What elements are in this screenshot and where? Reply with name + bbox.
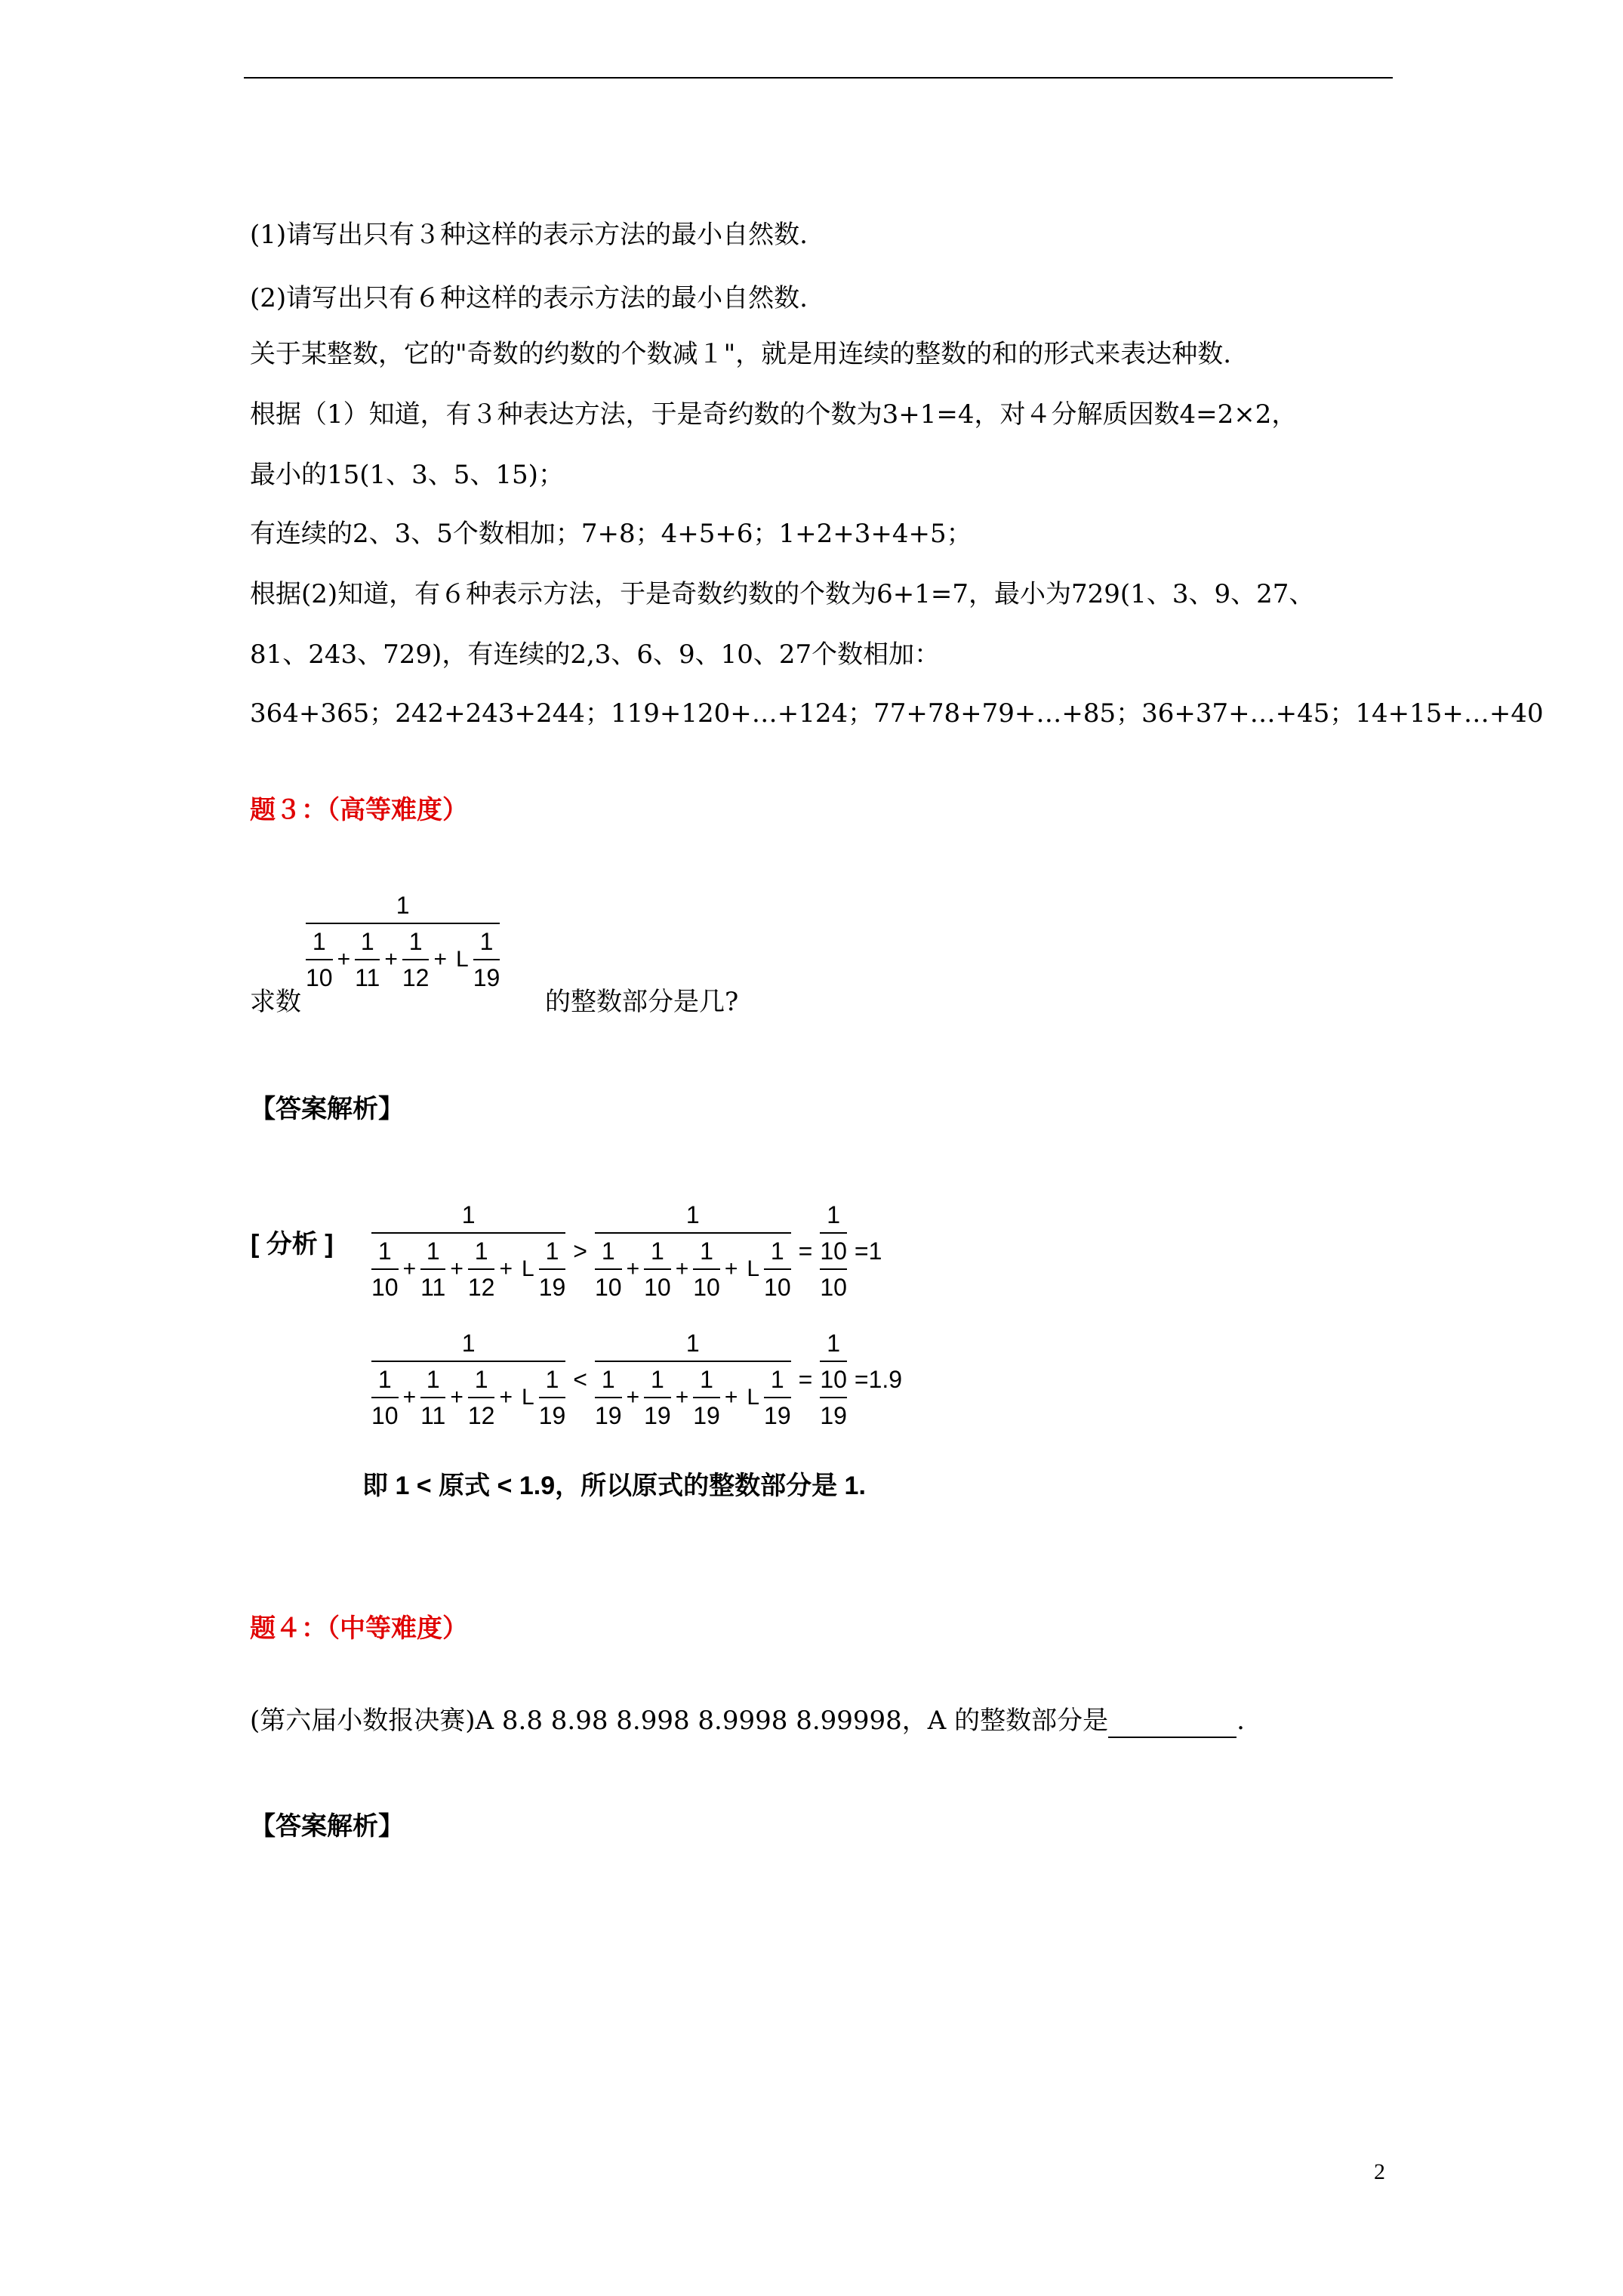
text-line: 有连续的2、3、5个数相加；7+8；4+5+6；1+2+3+4+5； — [250, 519, 972, 549]
answer-blank[interactable] — [1108, 1711, 1236, 1738]
text-line: 根据(2)知道，有６种表示方法，于是奇数约数的个数为6+1=7，最小为729(1、3、9、27、 — [250, 579, 1315, 609]
question-4-heading: 题４：（中等难度） — [250, 1613, 468, 1644]
text-line: 81、243、729)，有连续的2,3、6、9、10、27个数相加： — [250, 639, 941, 670]
analysis-row-1: 1 $\frac{1}{10}$ + $\frac{1}{11}$ + $\frac{1}{12}$ + L $\frac{1}{19}$ > 1 $\frac{1}{10}$ + $\frac{1}{10}$ + $\frac{1}{10}$ + L $\frac{1}{10}$ = 1 10 10 =1 — [371, 1201, 882, 1301]
analysis-tag: [ 分析 ] — [251, 1230, 334, 1259]
answer-heading-2: 【答案解析】 — [250, 1811, 404, 1841]
text-line: 根据（1）知道，有３种表达方法，于是奇约数的个数为3+1=4，对４分解质因数4=2×2， — [250, 399, 1298, 430]
analysis-row-2: 1 $\frac{1}{10}$ + $\frac{1}{11}$ + $\frac{1}{12}$ + L $\frac{1}{19}$ < 1 $\frac{1}{19}$ + $\frac{1}{19}$ + $\frac{1}{19}$ + L $\frac{1}{19}$ = 1 10 19 =1.9 — [371, 1330, 903, 1429]
analysis-conclusion: 即 1 < 原式 < 1.9，所以原式的整数部分是 1. — [362, 1472, 866, 1500]
text-line: 最小的15(1、3、5、15)； — [250, 460, 564, 490]
header-rule — [244, 77, 1393, 79]
main-fraction: 1 $\frac{1}{10}$ + $\frac{1}{11}$ + $\frac{1}{12}$ + L $\frac{1}{19}$ — [306, 892, 500, 991]
text-line: (1)请写出只有３种这样的表示方法的最小自然数. — [250, 220, 808, 250]
text-line: 关于某整数，它的"奇数的约数的个数减１"，就是用连续的整数的和的形式来表达种数. — [250, 339, 1232, 369]
page-number: 2 — [1374, 2159, 1385, 2184]
question-3-heading: 题３：（高等难度） — [250, 795, 468, 825]
text-line: 364+365；242+243+244；119+120+…+124；77+78+79+…+85；36+37+…+45；14+15+…+40 — [250, 698, 1544, 729]
question-3-prefix: 求数 — [250, 987, 301, 1017]
question-3-suffix: 的整数部分是几? — [545, 987, 739, 1017]
answer-heading: 【答案解析】 — [250, 1094, 404, 1124]
question-3-expression — [306, 891, 500, 992]
question-4-text: (第六届小数报决赛)A 8.8 8.98 8.998 8.9998 8.99998，A 的整数部分是 . — [250, 1703, 1245, 1738]
text-line: (2)请写出只有６种这样的表示方法的最小自然数. — [250, 283, 808, 313]
